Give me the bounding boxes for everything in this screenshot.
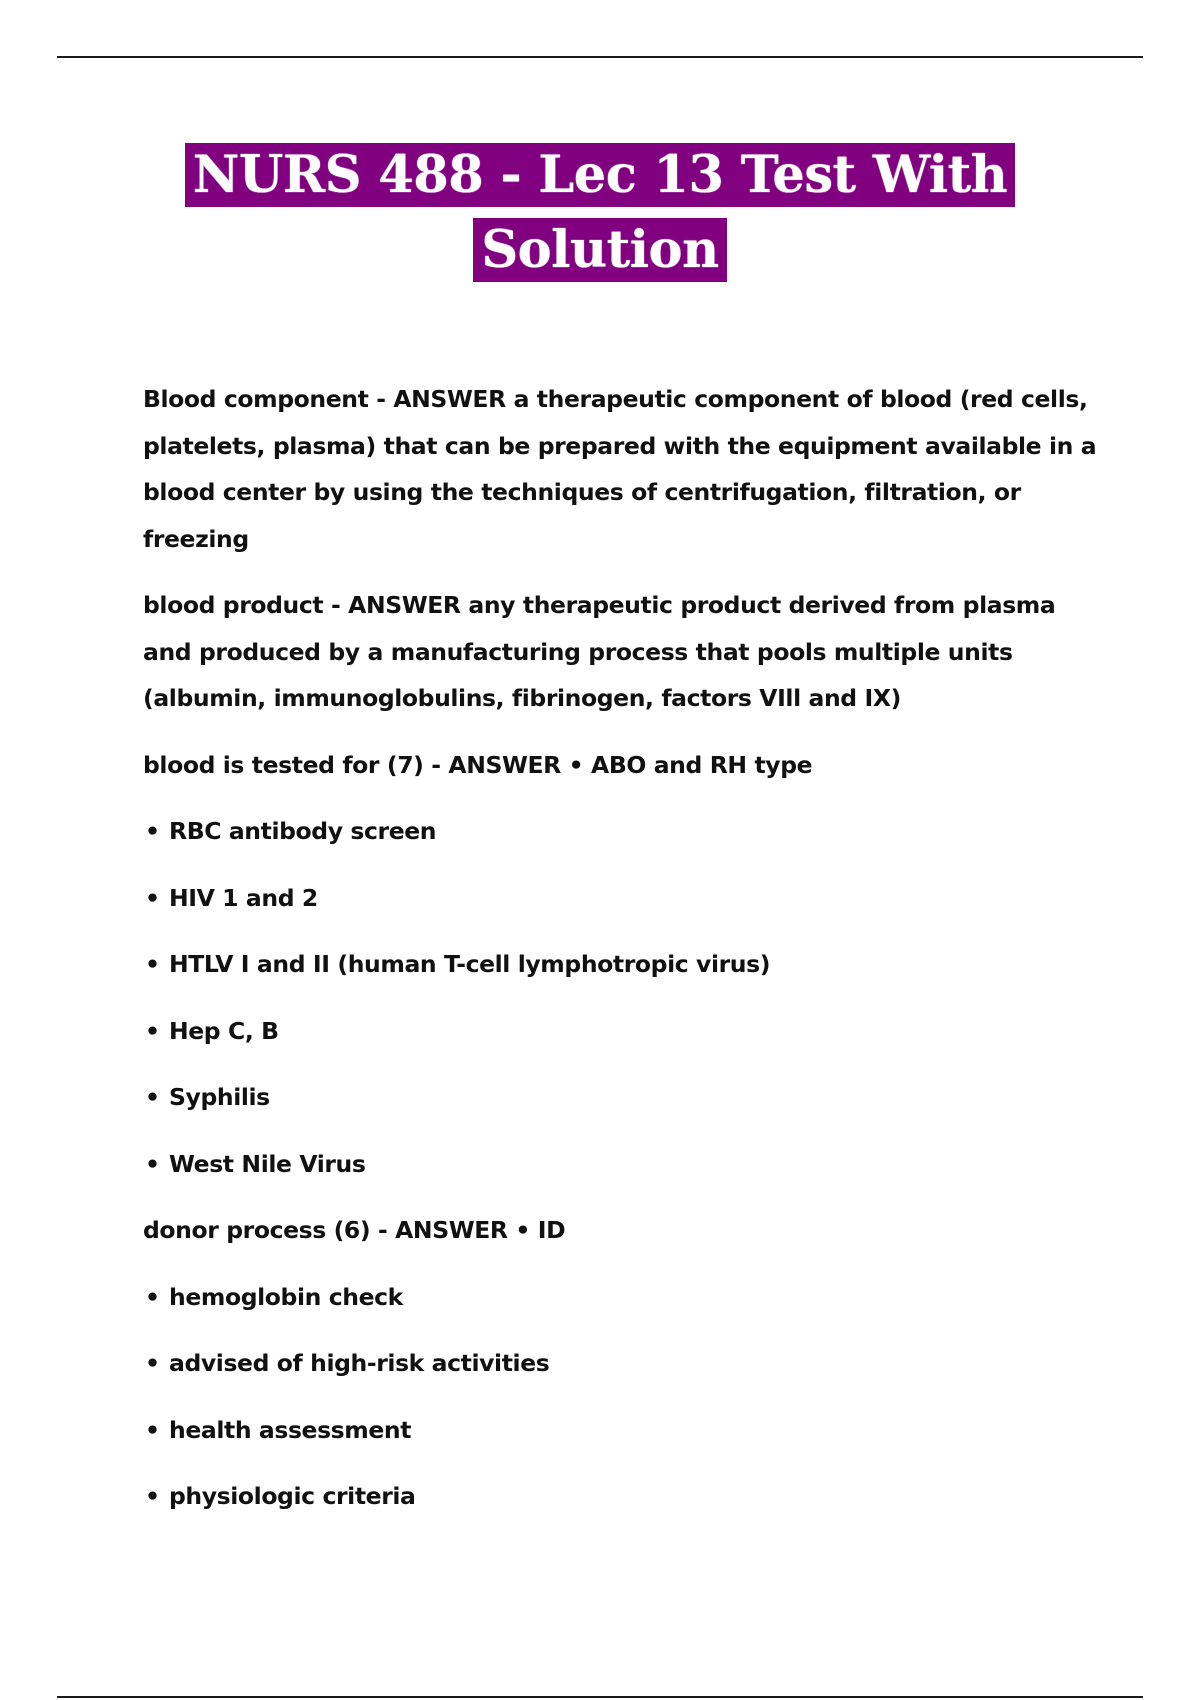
bullet-marker: •	[145, 950, 160, 978]
bullet-marker: •	[145, 1282, 160, 1311]
bullet-marker: •	[145, 883, 160, 912]
bullet-marker: •	[145, 1016, 160, 1045]
document-title	[0, 143, 1200, 282]
bullet-marker: •	[145, 1083, 160, 1111]
list-item: • HIV 1 and 2	[143, 875, 1103, 922]
list-item: • hemoglobin check	[143, 1274, 1103, 1321]
blood-tested-list	[143, 808, 1103, 1187]
donor-process-list	[143, 1274, 1103, 1520]
list-item: • advised of high-risk activities	[143, 1340, 1103, 1387]
bullet-marker: •	[145, 817, 160, 845]
bullet-marker: •	[145, 1149, 160, 1178]
entry-blood-tested: blood is tested for (7) - ANSWER • ABO and RH type	[143, 750, 813, 779]
list-item: • RBC antibody screen	[143, 808, 1103, 855]
list-item: • Hep C, B	[143, 1008, 1103, 1055]
bullet-marker: •	[145, 1349, 160, 1377]
document-body	[143, 376, 1103, 1540]
list-item: • HTLV I and II (human T-cell lymphotropic virus)	[143, 941, 1103, 988]
title-line-1: NURS 488 - Lec 13 Test With	[185, 143, 1016, 207]
top-rule	[57, 56, 1143, 58]
list-item: • physiologic criteria	[143, 1473, 1103, 1520]
list-item: • West Nile Virus	[143, 1141, 1103, 1188]
bullet-marker: •	[145, 1482, 160, 1510]
list-item: • health assessment	[143, 1407, 1103, 1454]
list-item: • Syphilis	[143, 1074, 1103, 1121]
title-line-2: Solution	[473, 218, 726, 282]
bullet-marker: •	[145, 1415, 160, 1444]
entry-blood-component: Blood component - ANSWER a therapeutic component of blood (red cells, platelets, plasma) that can be prepared with the equipment available in a blood center by using the techniques of centrifugation, filtration, or freezing	[143, 385, 1097, 553]
bottom-rule	[57, 1696, 1143, 1698]
entry-blood-product: blood product - ANSWER any therapeutic product derived from plasma and produced by a manufacturing process that pools multiple units (albumin, immunoglobulins, fibrinogen, factors VIll and IX)	[143, 591, 1056, 712]
entry-donor-process: donor process (6) - ANSWER • ID	[143, 1216, 566, 1244]
